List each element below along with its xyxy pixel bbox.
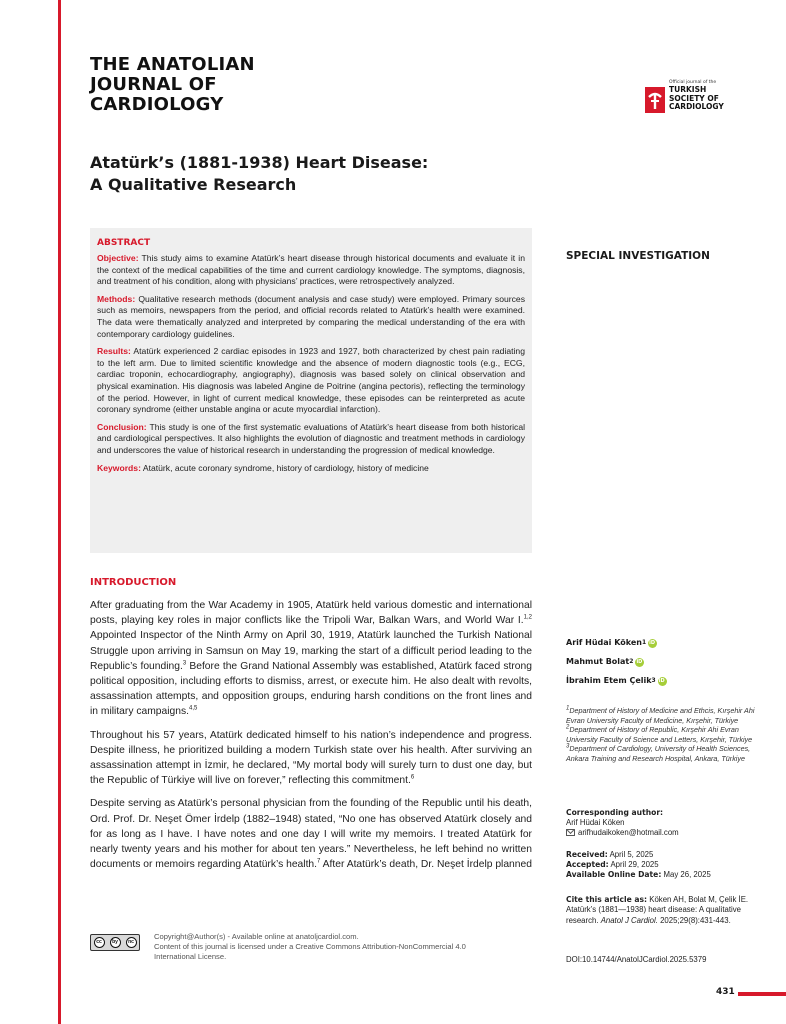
text-run: Appointed Inspector of the Ninth Army on April 30, 1919, Atatürk launched the Turkish National Struggle upon arriving in Samsun on May 19, marking the start of a difficult period leading to the Republic’s founding.	[90, 630, 532, 672]
citation-ref: 1,2	[523, 614, 532, 621]
affiliation-item	[566, 744, 766, 763]
body-paragraph	[90, 598, 532, 720]
abstract-heading: ABSTRACT	[97, 238, 151, 248]
received-label: Received:	[566, 850, 608, 859]
body-paragraph	[90, 728, 532, 789]
corresponding-email-row	[566, 828, 766, 838]
affiliation-item	[566, 706, 766, 725]
society-official-label: Official journal of the	[669, 80, 717, 85]
accepted-value: April 29, 2025	[610, 860, 659, 870]
citation-ref: 7	[317, 858, 321, 865]
author-name: İbrahim Etem Çelik	[566, 676, 652, 685]
doi[interactable]: DOI:10.14744/AnatolJCardiol.2025.5379	[566, 955, 707, 964]
text-run: Despite serving as Atatürk’s personal physician from the founding of the Republic until his death, Ord. Prof. Dr. Neşet Ömer İrdelp (1882–1948) stated, “No one has observed Atatürk closely and for as long as I have. I have notes and one day I will write my memoirs. I treated Atatürk for nearly twenty years and his mother for about ten years.” Nevertheless, he left behind no written documents or memoirs regarding Atatürk’s health.	[90, 798, 532, 871]
citation-ref: 3	[182, 660, 187, 667]
objective-text: This study aims to examine Atatürk’s heart disease through historical documents and evaluate it in the context of the medical capabilities of the time and current cardiology knowledge. The symptoms, diagnosis, and treatment of his condition, along with physicians’ practices, were retrospectively analyzed.	[97, 253, 525, 287]
article-section-type: SPECIAL INVESTIGATION	[566, 250, 710, 262]
affiliations	[566, 706, 766, 764]
license-block	[90, 932, 494, 962]
online-value: May 26, 2025	[663, 870, 711, 880]
corresponding-label: Corresponding author:	[566, 808, 664, 817]
journal-title-line: CARDIOLOGY	[90, 94, 224, 115]
text-run: Before the Grand National Assembly was established, Atatürk faced strong political opposition, including efforts to dismiss, arrest, or execute him. He also dealt with revolts, assassination attempts, and opposition groups, enduring harsh conditions on the front lines and in military campaigns.	[90, 660, 532, 718]
author-name: Mahmut Bolat	[566, 657, 630, 666]
orcid-icon[interactable]	[658, 677, 667, 686]
journal-title-line: THE ANATOLIAN	[90, 54, 255, 75]
journal-title-line: JOURNAL OF	[90, 74, 217, 95]
society-name-line: SOCIETY OF	[669, 93, 719, 103]
license-copyright: Copyright@Author(s) - Available online at anatoljcardiol.com.	[154, 932, 359, 941]
citation-block	[566, 895, 762, 926]
journal-title	[90, 55, 255, 115]
citation-ref-range: 2025;29(8):431-443.	[660, 915, 731, 925]
introduction-body	[90, 598, 532, 880]
body-paragraph	[90, 796, 532, 872]
article-title-line: Atatürk’s (1881-1938) Heart Disease:	[90, 153, 429, 172]
left-accent-rule	[58, 0, 61, 1024]
society-logo	[645, 80, 724, 113]
society-name-line: CARDIOLOGY	[669, 102, 724, 111]
article-dates	[566, 850, 766, 881]
page-number-rule	[738, 992, 786, 996]
abstract-keywords	[97, 463, 525, 475]
conclusion-text: This study is one of the first systematic evaluations of Atatürk’s heart disease from both historical and cardiological perspectives. It also highlights the evolution of diagnostic and treatment methods in cardiology and underscores the value of historical research in understanding the progression of medical knowledge.	[97, 421, 526, 455]
objective-label: Objective:	[97, 253, 139, 263]
received-value: April 5, 2025	[609, 850, 654, 859]
citation-text: Köken AH, Bolat M, Çelik İE. Atatürk’s (1881—1938) heart disease: A qualitative research.	[566, 895, 749, 925]
affiliation-text: Department of History of Medicine and Ethcis, Kırşehir Ahi Evran University Faculty of Medicine, Kırşehir, Türkiye	[566, 706, 755, 725]
orcid-icon[interactable]	[648, 639, 657, 648]
keywords-text: Atatürk, acute coronary syndrome, history of cardiology, history of medicine	[142, 462, 429, 473]
mail-icon	[566, 829, 575, 836]
by-icon: by	[110, 937, 121, 948]
nc-icon: nc	[126, 937, 137, 948]
methods-label: Methods:	[97, 293, 136, 304]
license-statement: Content of this journal is licensed under a Creative Commons Attribution-NonCommercial 4.0 International License.	[154, 942, 466, 961]
affiliation-text: Department of Cardiology, University of Health Sciences, Ankara Training and Research Hospital, Ankara, Türkiye	[566, 744, 751, 763]
conclusion-label: Conclusion:	[97, 421, 147, 432]
affiliation-item	[566, 725, 766, 744]
corresponding-email[interactable]: arifhudaikoken@hotmail.com	[578, 828, 679, 837]
article-title	[90, 152, 428, 196]
heart-logo-icon	[645, 87, 665, 113]
page-number: 431	[716, 987, 735, 997]
abstract-objective	[97, 253, 525, 288]
orcid-icon[interactable]	[635, 658, 644, 667]
citation-journal: Anatol J Cardiol.	[600, 915, 658, 925]
affiliation-number: 1	[566, 705, 570, 712]
introduction-heading: INTRODUCTION	[90, 577, 177, 588]
abstract-box	[90, 228, 532, 553]
cc-icon: cc	[94, 937, 105, 948]
abstract-conclusion	[97, 422, 525, 457]
affiliation-number: 3	[566, 743, 570, 750]
author-name: Arif Hüdai Köken	[566, 638, 642, 647]
affiliation-text: Department of History of Republic, Kırşehir Ahi Evran University Faculty of Science and Letters, Kırşehir, Türkiye	[566, 725, 753, 744]
citation-ref: 6	[410, 774, 415, 781]
online-date	[566, 870, 766, 880]
abstract-methods	[97, 294, 525, 340]
keywords-label: Keywords:	[97, 462, 141, 473]
author-list	[566, 638, 766, 695]
license-text	[154, 932, 494, 962]
article-title-line: A Qualitative Research	[90, 175, 297, 194]
citation-ref: 4,5	[189, 706, 198, 712]
affiliation-number: 2	[566, 724, 570, 731]
author-entry: Arif Hüdai Köken 1 iD	[566, 638, 766, 648]
corresponding-author	[566, 808, 766, 838]
received-date	[566, 850, 766, 860]
methods-text: Qualitative research methods (document analysis and case study) were employed. Primary sources such as memoirs, newspapers from the period, and official records related to Atatürk’s health were examined. The data were thematically analyzed and interpreted by comparing the medical understanding of the era with contemporary cardiology guidelines.	[97, 293, 525, 339]
online-label: Available Online Date:	[566, 870, 662, 880]
accepted-date	[566, 860, 766, 870]
results-text: Atatürk experienced 2 cardiac episodes in 1923 and 1927, both characterized by chest pain radiating to the left arm. Due to limited scientific knowledge and the absence of modern diagnostic tools (e.g., ECG, cardiac troponin, echocardiography, angiography), diagnosis was based solely on clinical observation and physical examination. His diagnosis was labeled Angine de Poitrine (angina pectoris), reflecting the terminology of the period. However, in light of current medical knowledge, these episodes can be reinterpreted as acute coronary syndrome (either unstable angina or acute myocardial infarction).	[97, 346, 525, 415]
text-run: After graduating from the War Academy in 1905, Atatürk held various domestic and international posts, playing key roles in major conflicts like the Tripoli War, Balkan Wars, and World War I.	[90, 600, 532, 627]
author-entry: İbrahim Etem Çelik 3 iD	[566, 676, 766, 686]
text-run: Throughout his 57 years, Atatürk dedicated himself to his nation’s independence and progress. Despite illness, he prioritized building a modern Turkish state over his health. After surviving an assassination attempt in İzmir, he declared, “My mortal body will surely turn to dust one day, but the Republic of Türkiye will live on forever,” reflecting this commitment.	[90, 729, 532, 787]
accepted-label: Accepted:	[566, 860, 609, 870]
society-name-block	[669, 80, 724, 112]
results-label: Results:	[97, 346, 131, 357]
corresponding-name: Arif Hüdai Köken	[566, 818, 625, 827]
author-entry: Mahmut Bolat 2 iD	[566, 657, 766, 667]
society-name-line: TURKISH	[669, 85, 707, 94]
citation-label: Cite this article as:	[566, 895, 648, 904]
text-run: After Atatürk’s death, Dr. Neşet İrdelp planned	[320, 859, 532, 871]
cc-license-badge-icon[interactable]	[90, 934, 140, 951]
abstract-results	[97, 346, 525, 416]
